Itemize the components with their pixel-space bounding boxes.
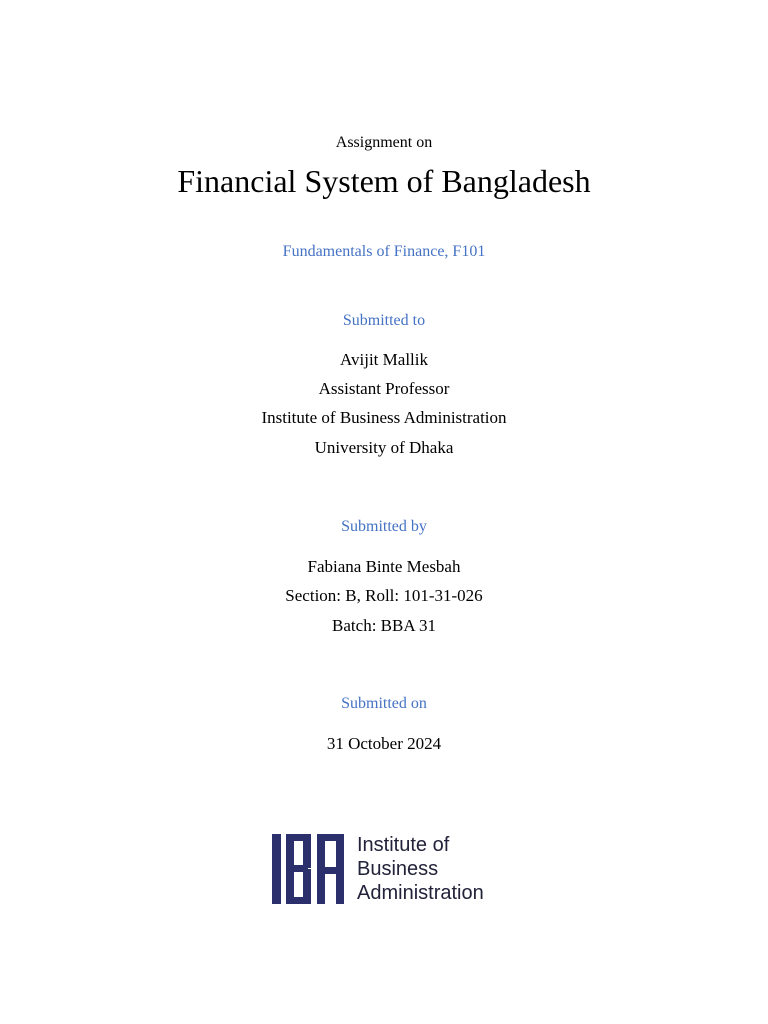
supervisor-name: Avijit Mallik <box>340 350 428 369</box>
student-name: Fabiana Binte Mesbah <box>307 557 461 576</box>
course-name: Fundamentals of Finance, F101 <box>282 243 486 260</box>
student-section-roll: Section: B, Roll: 101-31-026 <box>285 586 483 605</box>
iba-logo-text <box>357 833 484 905</box>
submission-date: 31 October 2024 <box>326 734 442 753</box>
submitted-to-heading: Submitted to <box>342 312 426 329</box>
submitted-on-heading: Submitted on <box>341 695 427 712</box>
iba-logo-mark-icon <box>272 834 346 904</box>
submitted-by-heading: Submitted by <box>341 518 427 535</box>
iba-logo <box>268 830 500 906</box>
logo-line-2: Business <box>357 858 439 880</box>
supervisor-university: University of Dhaka <box>314 438 454 457</box>
student-batch: Batch: BBA 31 <box>332 616 436 635</box>
supervisor-institute: Institute of Business Administration <box>261 408 507 427</box>
logo-line-3: Administration <box>357 882 484 904</box>
assignment-intro: Assignment on <box>335 134 433 151</box>
logo-line-1: Institute of <box>357 834 450 856</box>
assignment-title: Financial System of Bangladesh <box>177 163 591 199</box>
supervisor-designation: Assistant Professor <box>318 379 450 398</box>
